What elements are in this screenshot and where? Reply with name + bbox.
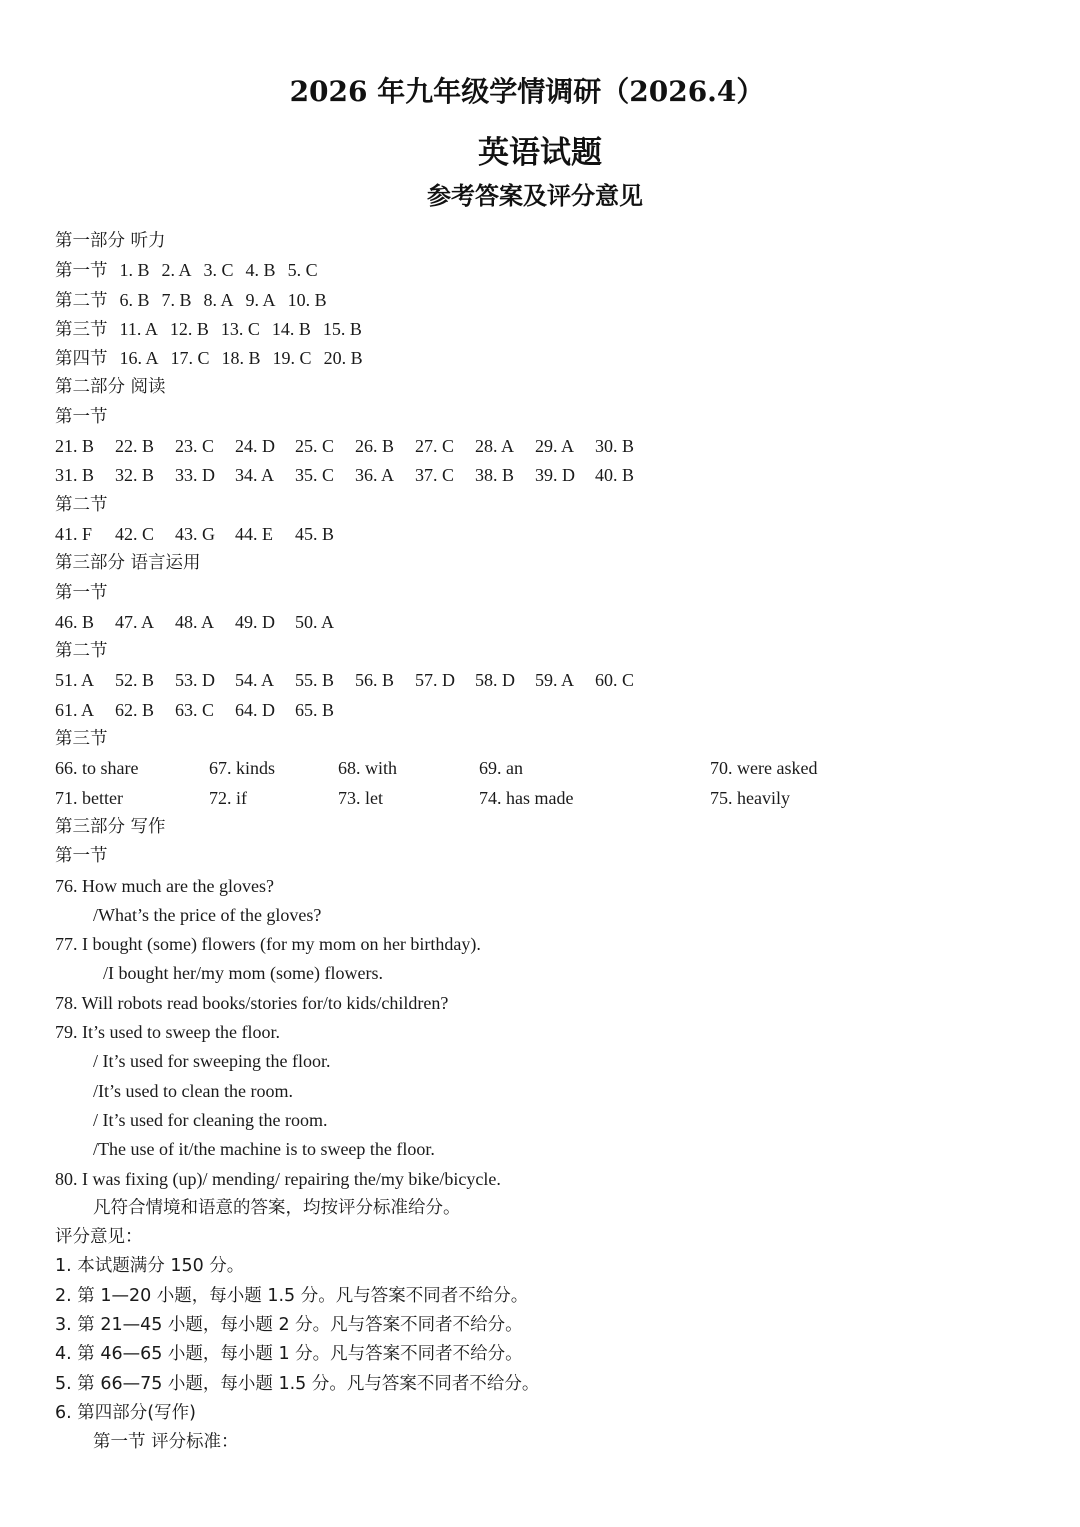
answer: 46. B <box>55 611 95 632</box>
answer: 2. A <box>161 260 192 281</box>
answer: 57. D <box>415 670 455 691</box>
scoring-item: 4. 第 46—65 小题，每小题 1 分。凡与答案不同者不给分。 <box>55 1344 523 1365</box>
answer: 52. B <box>115 670 155 691</box>
answer: 42. C <box>115 523 155 544</box>
answer-row <box>55 784 1055 813</box>
answer: 10. B <box>287 289 327 310</box>
answer: 29. A <box>535 436 575 457</box>
writing-answer: 80. I was fixing (up)/ mending/ repairing the/my bike/bicycle. <box>55 1168 501 1189</box>
part1-section-1 <box>55 256 1055 285</box>
writing-alt-answer: / It’s used for sweeping the floor. <box>93 1051 331 1072</box>
answer: 68. with <box>338 758 398 779</box>
answer: 49. D <box>235 611 275 632</box>
answer: 20. B <box>323 348 363 369</box>
answer: 34. A <box>235 465 275 486</box>
scoring-item: 3. 第 21—45 小题，每小题 2 分。凡与答案不同者不给分。 <box>55 1314 523 1335</box>
answer: 14. B <box>271 318 311 339</box>
answer: 27. C <box>415 436 455 457</box>
answer: 17. C <box>170 348 210 369</box>
answer: 19. C <box>272 348 312 369</box>
subject-title: 英语试题 <box>478 135 602 171</box>
answer: 5. C <box>287 260 318 281</box>
answer: 18. B <box>221 348 261 369</box>
answer: 16. A <box>119 348 159 369</box>
answer: 25. C <box>295 436 335 457</box>
answer: 39. D <box>535 465 575 486</box>
scoring-subheading: 第一节 评分标准： <box>93 1432 239 1453</box>
scoring-item: 5. 第 66—75 小题，每小题 1.5 分。凡与答案不同者不给分。 <box>55 1373 540 1394</box>
answer: 37. C <box>415 465 455 486</box>
answer-row <box>55 754 1055 783</box>
answer: 47. A <box>115 611 155 632</box>
answer: 64. D <box>235 699 275 720</box>
writing-alt-answer: /What’s the price of the gloves? <box>93 904 322 925</box>
part3-section2-label: 第二节 <box>55 641 108 662</box>
writing-alt-answer: /The use of it/the machine is to sweep the floor. <box>93 1139 435 1160</box>
answer: 67. kinds <box>209 758 276 779</box>
answer: 63. C <box>175 699 215 720</box>
answer-row <box>55 461 1055 490</box>
answer: 23. C <box>175 436 215 457</box>
answer-row <box>55 696 1055 725</box>
scoring-item: 2. 第 1—20 小题，每小题 1.5 分。凡与答案不同者不给分。 <box>55 1285 529 1306</box>
answer: 30. B <box>595 436 635 457</box>
part3-section1-label: 第一节 <box>55 582 108 603</box>
answer: 70. were asked <box>710 758 818 779</box>
answer: 56. B <box>355 670 395 691</box>
answer: 59. A <box>535 670 575 691</box>
part3-section3-label: 第三节 <box>55 729 108 750</box>
answer: 45. B <box>295 523 335 544</box>
answer: 4. B <box>245 260 276 281</box>
answer: 48. A <box>175 611 215 632</box>
answer-content <box>55 227 1055 1457</box>
answer: 12. B <box>169 318 209 339</box>
writing-answer: 79. It’s used to sweep the floor. <box>55 1022 280 1043</box>
writing-alt-answer: /It’s used to clean the room. <box>93 1080 293 1101</box>
answer: 50. A <box>295 611 335 632</box>
answer: 65. B <box>295 699 335 720</box>
part3-title: 第三部分 语言运用 <box>55 553 201 574</box>
answer: 60. C <box>595 670 635 691</box>
answer: 69. an <box>479 758 523 779</box>
answer: 72. if <box>209 787 247 808</box>
answer: 28. A <box>475 436 515 457</box>
answer-key-title: 参考答案及评分意见 <box>427 181 643 210</box>
answer: 55. B <box>295 670 335 691</box>
section-label: 第三节 <box>55 319 108 340</box>
answer: 7. B <box>161 289 192 310</box>
answer: 66. to share <box>55 758 139 779</box>
part1-section-3 <box>55 315 1055 344</box>
exam-title: 2026 年九年级学情调研（2026.4） <box>289 75 765 108</box>
scoring-title: 评分意见： <box>55 1227 143 1248</box>
writing-alt-answer: / It’s used for cleaning the room. <box>93 1109 328 1130</box>
part1-section-2 <box>55 286 1055 315</box>
part2-section1-label: 第一节 <box>55 406 108 427</box>
answer: 62. B <box>115 699 155 720</box>
answer: 32. B <box>115 465 155 486</box>
part1-section-4 <box>55 344 1055 373</box>
answer: 71. better <box>55 787 123 808</box>
answer: 24. D <box>235 436 275 457</box>
part4-section1-label: 第一节 <box>55 846 108 867</box>
answer: 15. B <box>322 318 362 339</box>
scoring-item: 1. 本试题满分 150 分。 <box>55 1256 245 1277</box>
part2-section2-label: 第二节 <box>55 494 108 515</box>
answer: 13. C <box>220 318 260 339</box>
section-label: 第二节 <box>55 290 108 311</box>
answer: 11. A <box>119 318 158 339</box>
answer: 43. G <box>175 523 215 544</box>
answer: 44. E <box>235 523 273 544</box>
answer: 36. A <box>355 465 395 486</box>
writing-answer: 76. How much are the gloves? <box>55 875 274 896</box>
part2-title: 第二部分 阅读 <box>55 377 166 398</box>
answer-row <box>55 432 1055 461</box>
answer: 73. let <box>338 787 383 808</box>
part4-title: 第三部分 写作 <box>55 816 166 837</box>
answer: 22. B <box>115 436 155 457</box>
answer: 21. B <box>55 436 95 457</box>
section-label: 第一节 <box>55 261 108 282</box>
answer: 9. A <box>245 289 276 310</box>
answer: 53. D <box>175 670 215 691</box>
answer: 61. A <box>55 699 95 720</box>
answer: 58. D <box>475 670 515 691</box>
part1-title: 第一部分 听力 <box>55 231 166 251</box>
answer: 1. B <box>119 260 150 281</box>
answer-row <box>55 608 1055 637</box>
answer: 40. B <box>595 465 635 486</box>
answer: 3. C <box>203 260 234 281</box>
writing-note: 凡符合情境和语意的答案，均按评分标准给分。 <box>93 1197 461 1218</box>
answer: 31. B <box>55 465 95 486</box>
answer-row <box>55 666 1055 695</box>
answer: 6. B <box>119 289 150 310</box>
answer-row <box>55 520 1055 549</box>
answer: 33. D <box>175 465 215 486</box>
scoring-item: 6. 第四部分(写作) <box>55 1402 196 1423</box>
answer: 35. C <box>295 465 335 486</box>
answer: 26. B <box>355 436 395 457</box>
section-label: 第四节 <box>55 349 108 370</box>
answer: 54. A <box>235 670 275 691</box>
answer: 75. heavily <box>710 787 790 808</box>
answer: 51. A <box>55 670 95 691</box>
answer: 38. B <box>475 465 515 486</box>
answer: 8. A <box>203 289 234 310</box>
answer: 74. has made <box>479 787 574 808</box>
writing-alt-answer: /I bought her/my mom (some) flowers. <box>103 963 383 984</box>
writing-answer: 78. Will robots read books/stories for/to kids/children? <box>55 992 449 1013</box>
answer: 41. F <box>55 523 93 544</box>
writing-answer: 77. I bought (some) flowers (for my mom on her birthday). <box>55 934 481 955</box>
